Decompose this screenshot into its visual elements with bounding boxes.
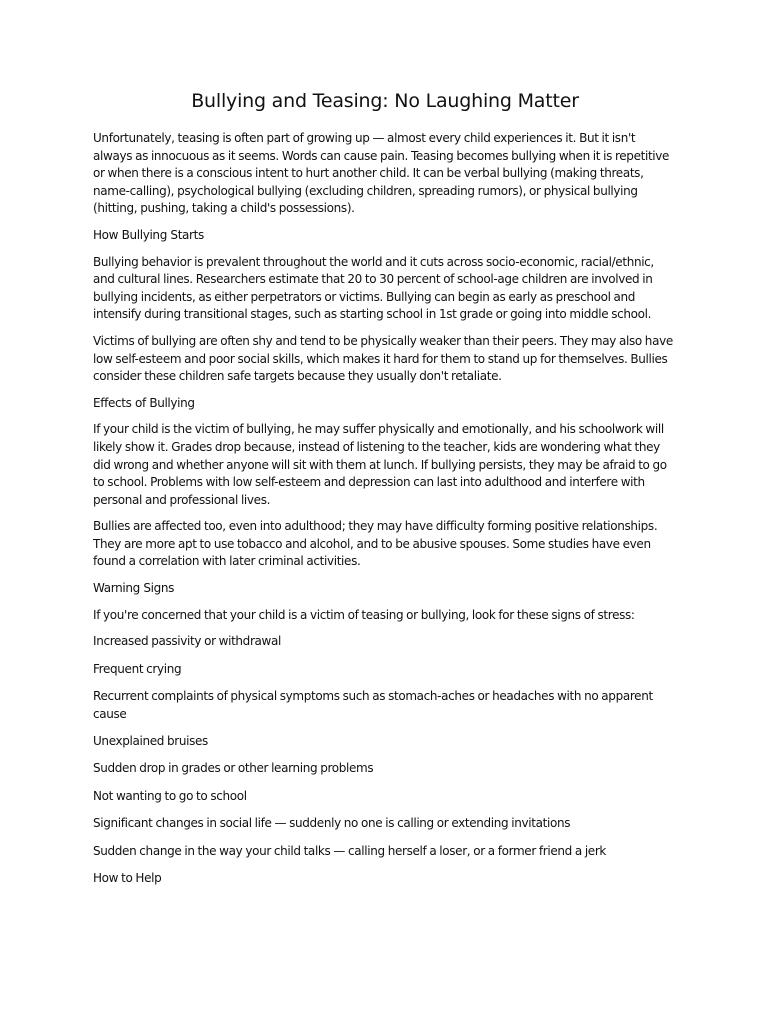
document-body [93, 88, 677, 897]
effects-paragraph-2: Bullies are affected too, even into adulthood; they may have difficulty forming positive relationships. They are more apt to use tobacco and alcohol, and to be abusive spouses. Some studies have even found a correlation with later criminal activities. [93, 519, 658, 569]
warning-sign-item: Significant changes in social life — suddenly no one is calling or extending invitations [93, 816, 571, 831]
warning-sign-item: Not wanting to go to school [93, 788, 247, 803]
warning-signs-intro: If you're concerned that your child is a victim of teasing or bullying, look for these signs of stress: [93, 607, 635, 622]
warning-sign-item: Recurrent complaints of physical symptoms such as stomach-aches or headaches with no apparent cause [93, 689, 653, 721]
heading-effects-of-bullying: Effects of Bullying [93, 395, 195, 410]
warning-sign-item: Frequent crying [93, 661, 182, 676]
warning-sign-item: Increased passivity or withdrawal [93, 634, 281, 649]
heading-warning-signs: Warning Signs [93, 581, 175, 596]
warning-sign-item: Unexplained bruises [93, 734, 208, 749]
document-title: Bullying and Teasing: No Laughing Matter [191, 90, 579, 112]
how-starts-paragraph-2: Victims of bullying are often shy and tend to be physically weaker than their peers. They may also have low self-esteem and poor social skills, which makes it hard for them to stand up for themselves. Bullies consider these children safe targets because they usually don't retaliate. [93, 333, 673, 384]
how-starts-paragraph-1: Bullying behavior is prevalent throughout the world and it cuts across socio-economic, racial/ethnic, and cultural lines. Researchers estimate that 20 to 30 percent of school-age children are involved in bullying incidents, as either perpetrators or victims. Bullying can begin as early as preschool and intensify during transitional stages, such as starting school in 1st grade or going into middle school. [93, 254, 654, 322]
heading-how-to-help: How to Help [93, 870, 162, 885]
warning-sign-item: Sudden drop in grades or other learning problems [93, 761, 374, 776]
effects-paragraph-1: If your child is the victim of bullying, he may suffer physically and emotionally, and his schoolwork will likely show it. Grades drop because, instead of listening to the teacher, kids are wondering what they did wrong and whether anyone will sit with them at lunch. If bullying persists, they may be afraid to go to school. Problems with low self-esteem and depression can last into adulthood and interfere with personal and professional lives. [93, 422, 667, 507]
heading-how-bullying-starts: How Bullying Starts [93, 227, 204, 242]
intro-paragraph: Unfortunately, teasing is often part of growing up — almost every child experiences it. But it isn't always as innocuous as it seems. Words can cause pain. Teasing becomes bullying when it is repetitive or when there is a conscious intent to hurt another child. It can be verbal bullying (making threats, name-calling), psychological bullying (excluding children, spreading rumors), or physical bullying (hitting, pushing, taking a child's possessions). [93, 131, 670, 216]
warning-sign-item: Sudden change in the way your child talks — calling herself a loser, or a former friend a jerk [93, 843, 607, 858]
